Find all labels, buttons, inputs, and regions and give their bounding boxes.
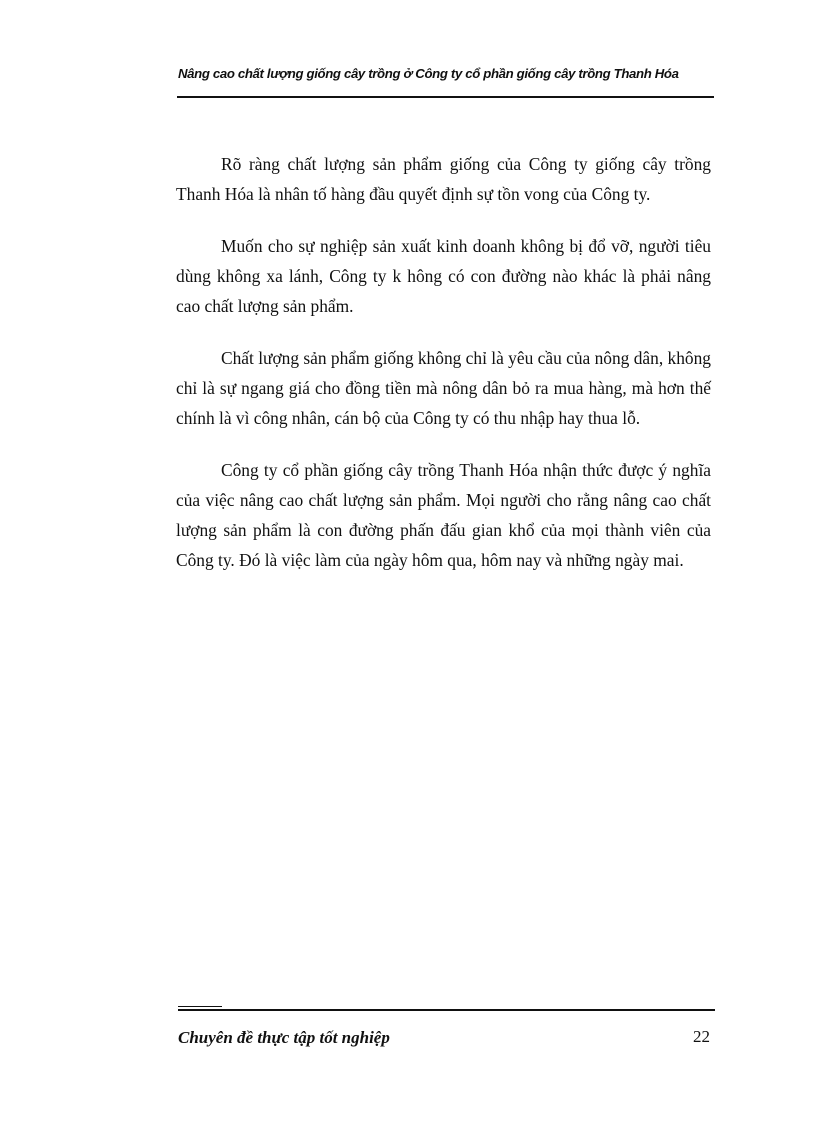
header-divider (177, 96, 714, 98)
paragraph-1: Rõ ràng chất lượng sản phẩm giống của Công ty giống cây trồng Thanh Hóa là nhân tố hàng đầu quyết định sự tồn vong của Công ty. (176, 154, 711, 204)
paragraph-2: Muốn cho sự nghiệp sản xuất kinh doanh không bị đổ vỡ, người tiêu dùng không xa lánh, Công ty k hông có con đường nào khác là phải nâng cao chất lượng sản phẩm. (176, 236, 711, 316)
body-text (176, 149, 711, 597)
footer-label: Chuyên đề thực tập tốt nghiệp (178, 1028, 390, 1047)
page-number: 22 (693, 1027, 710, 1046)
footer-divider (178, 1009, 715, 1011)
running-header-title: Nâng cao chất lượng giống cây trồng ở Công ty cổ phần giống cây trồng Thanh Hóa (178, 66, 679, 81)
paragraph-4: Công ty cổ phần giống cây trồng Thanh Hóa nhận thức được ý nghĩa của việc nâng cao chất lượng sản phẩm. Mọi người cho rằng nâng cao chất lượng sản phẩm là con đường phấn đấu gian khổ của mọi thành viên của Công ty. Đó là việc làm của ngày hôm qua, hôm nay và những ngày mai. (176, 460, 711, 570)
footer-divider-accent (178, 1006, 222, 1007)
paragraph-3: Chất lượng sản phẩm giống không chỉ là yêu cầu của nông dân, không chỉ là sự ngang giá cho đồng tiền mà nông dân bỏ ra mua hàng, mà hơn thế chính là vì công nhân, cán bộ của Công ty có thu nhập hay thua lỗ. (176, 348, 712, 428)
